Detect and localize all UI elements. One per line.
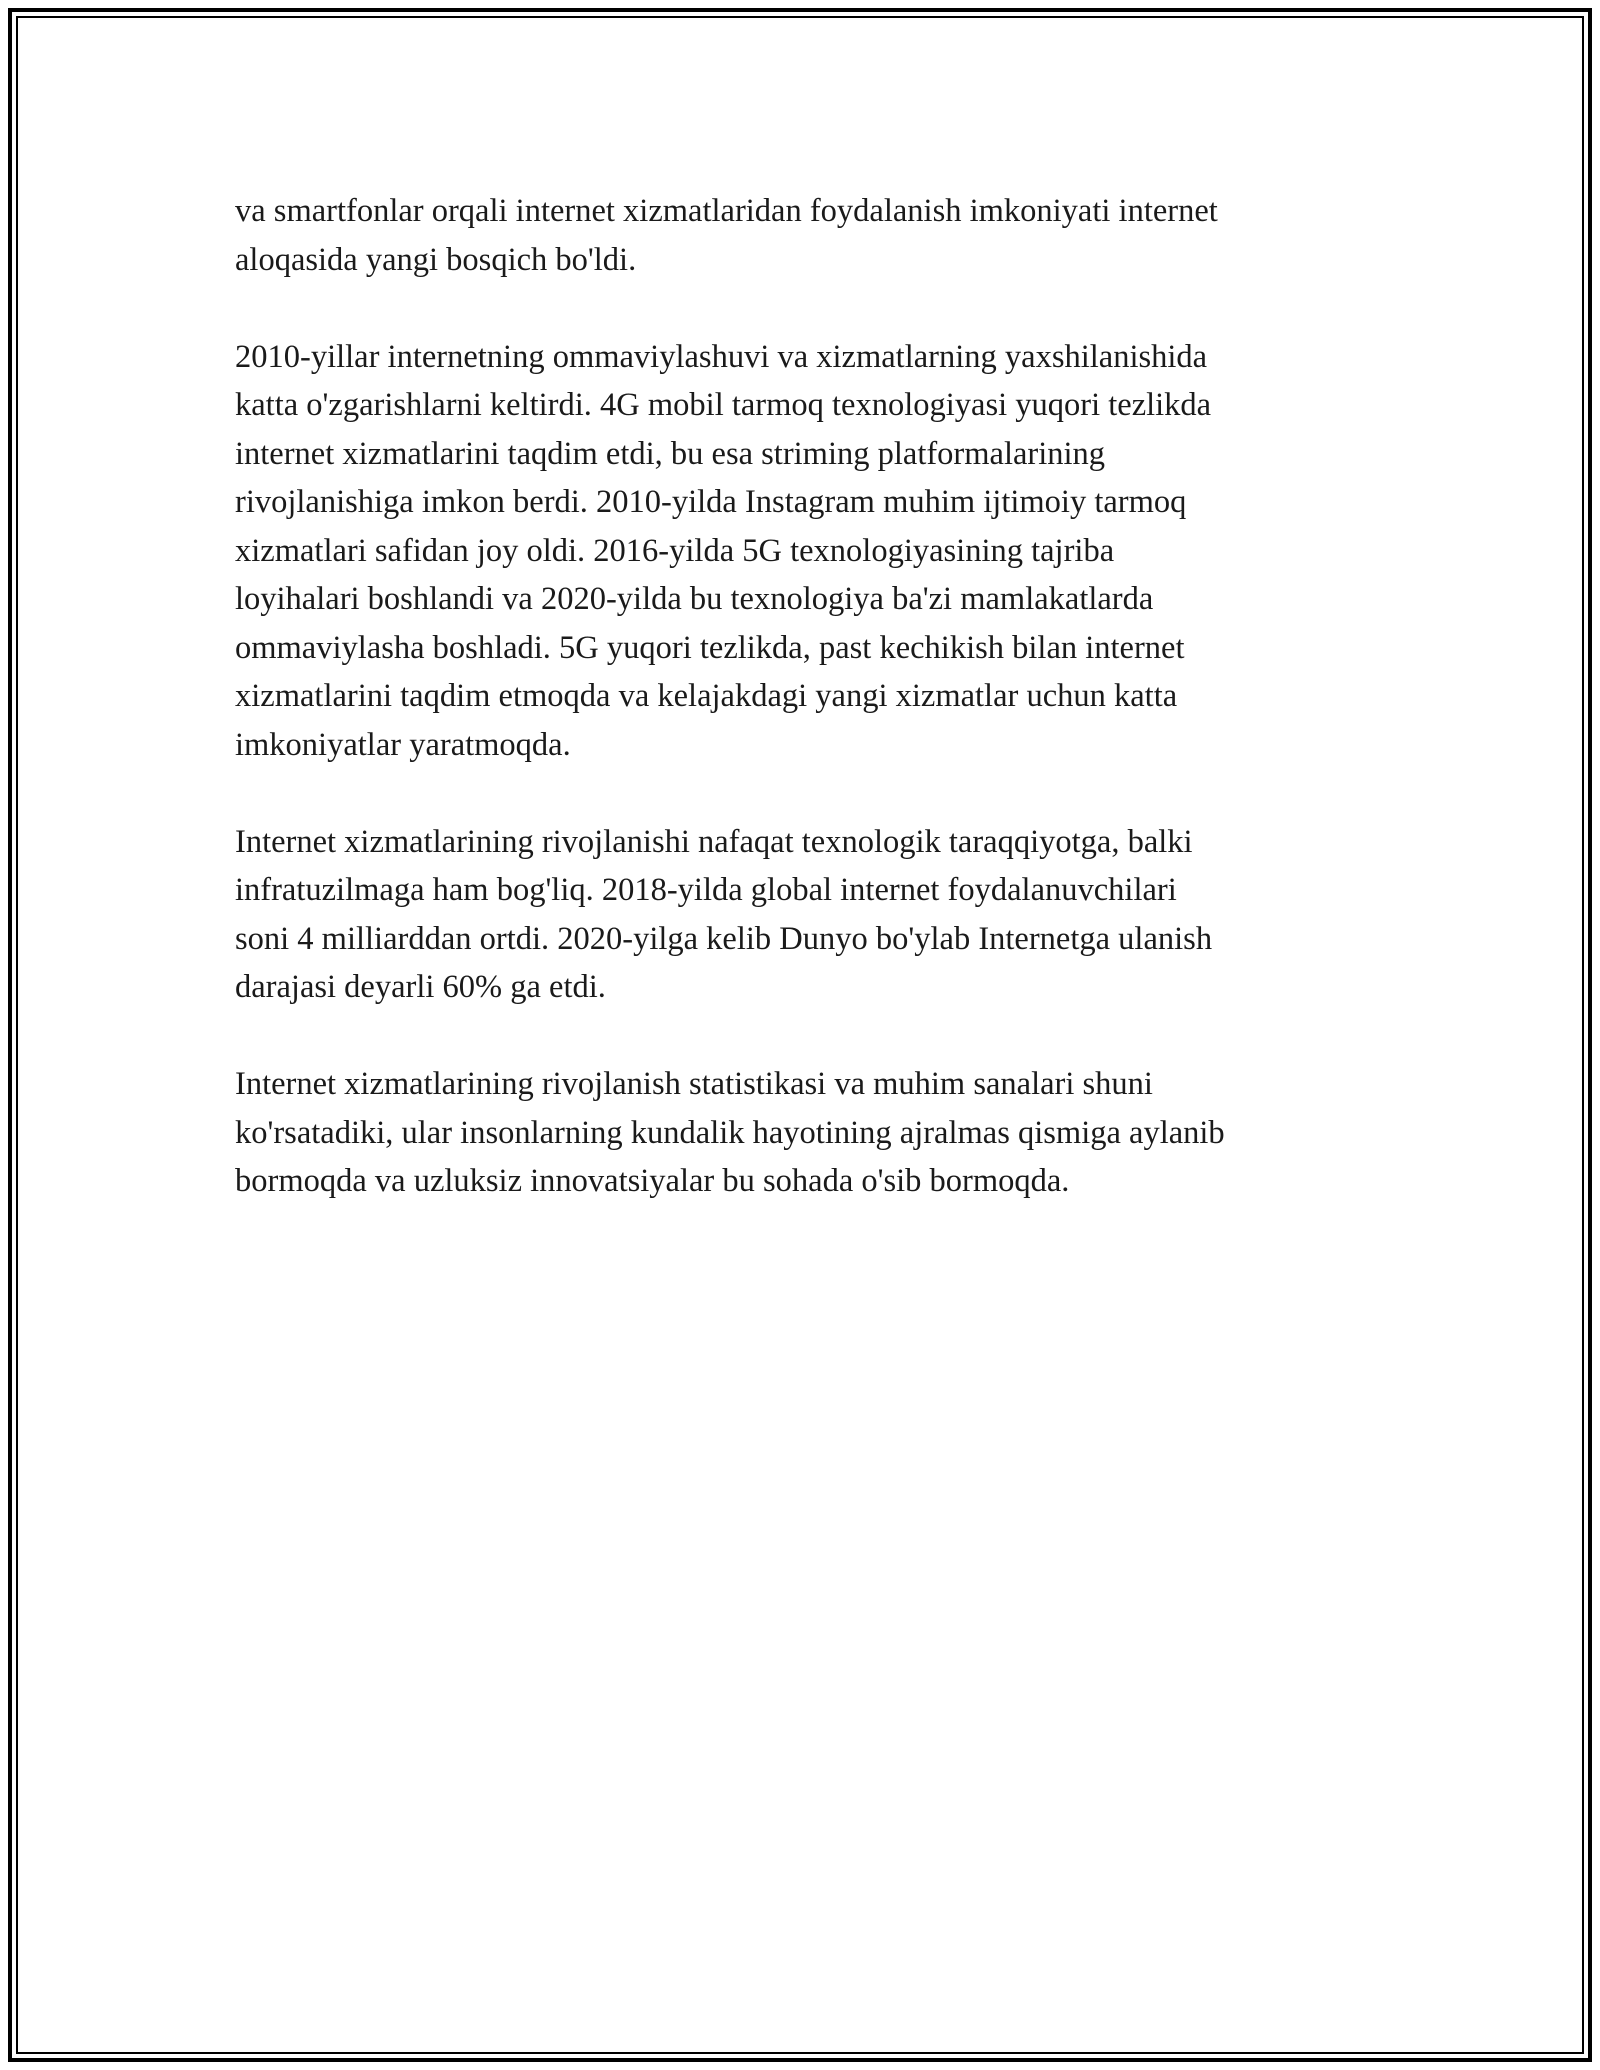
paragraph-4 bbox=[235, 1060, 1365, 1206]
paragraph-1 bbox=[235, 187, 1365, 284]
text-line: darajasi deyarli 60% ga etdi. bbox=[235, 969, 606, 1005]
text-line: xizmatlarini taqdim etmoqda va kelajakdagi yangi xizmatlar uchun katta bbox=[235, 678, 1178, 714]
document-body bbox=[235, 187, 1365, 1254]
text-line: 2010-yillar internetning ommaviylashuvi va xizmatlarning yaxshilanishida bbox=[235, 338, 1208, 375]
text-line: soni 4 milliarddan ortdi. 2020-yilga kelib Dunyo bo'ylab Internetga ulanish bbox=[235, 920, 1213, 957]
text-line: katta o'zgarishlarni keltirdi. 4G mobil tarmoq texnologiyasi yuqori tezlikda bbox=[235, 387, 1212, 423]
text-line: internet xizmatlarini taqdim etdi, bu esa striming platformalarining bbox=[235, 435, 1106, 472]
text-line: loyihalari boshlandi va 2020-yilda bu texnologiya ba'zi mamlakatlarda bbox=[235, 581, 1154, 617]
text-line: ko'rsatadiki, ular insonlarning kundalik hayotining ajralmas qismiga aylanib bbox=[235, 1114, 1225, 1151]
paragraph-3 bbox=[235, 818, 1365, 1012]
text-line: infratuzilmaga ham bog'liq. 2018-yilda global internet foydalanuvchilari bbox=[235, 872, 1177, 908]
text-line: bormoqda va uzluksiz innovatsiyalar bu sohada o'sib bormoqda. bbox=[235, 1163, 1070, 1199]
paragraph-2 bbox=[235, 333, 1365, 770]
text-line: ommaviylasha boshladi. 5G yuqori tezlikda, past kechikish bilan internet bbox=[235, 629, 1185, 666]
text-line: aloqasida yangi bosqich bo'ldi. bbox=[235, 241, 637, 278]
text-line: rivojlanishiga imkon berdi. 2010-yilda Instagram muhim ijtimoiy tarmoq bbox=[235, 484, 1187, 520]
text-line: va smartfonlar orqali internet xizmatlaridan foydalanish imkoniyati internet bbox=[235, 193, 1218, 229]
text-line: Internet xizmatlarining rivojlanishi nafaqat texnologik taraqqiyotga, balki bbox=[235, 823, 1193, 860]
text-line: imkoniyatlar yaratmoqda. bbox=[235, 726, 571, 763]
text-line: xizmatlari safidan joy oldi. 2016-yilda 5G texnologiyasining tajriba bbox=[235, 532, 1115, 569]
text-line: Internet xizmatlarining rivojlanish statistikasi va muhim sanalari shuni bbox=[235, 1066, 1153, 1102]
